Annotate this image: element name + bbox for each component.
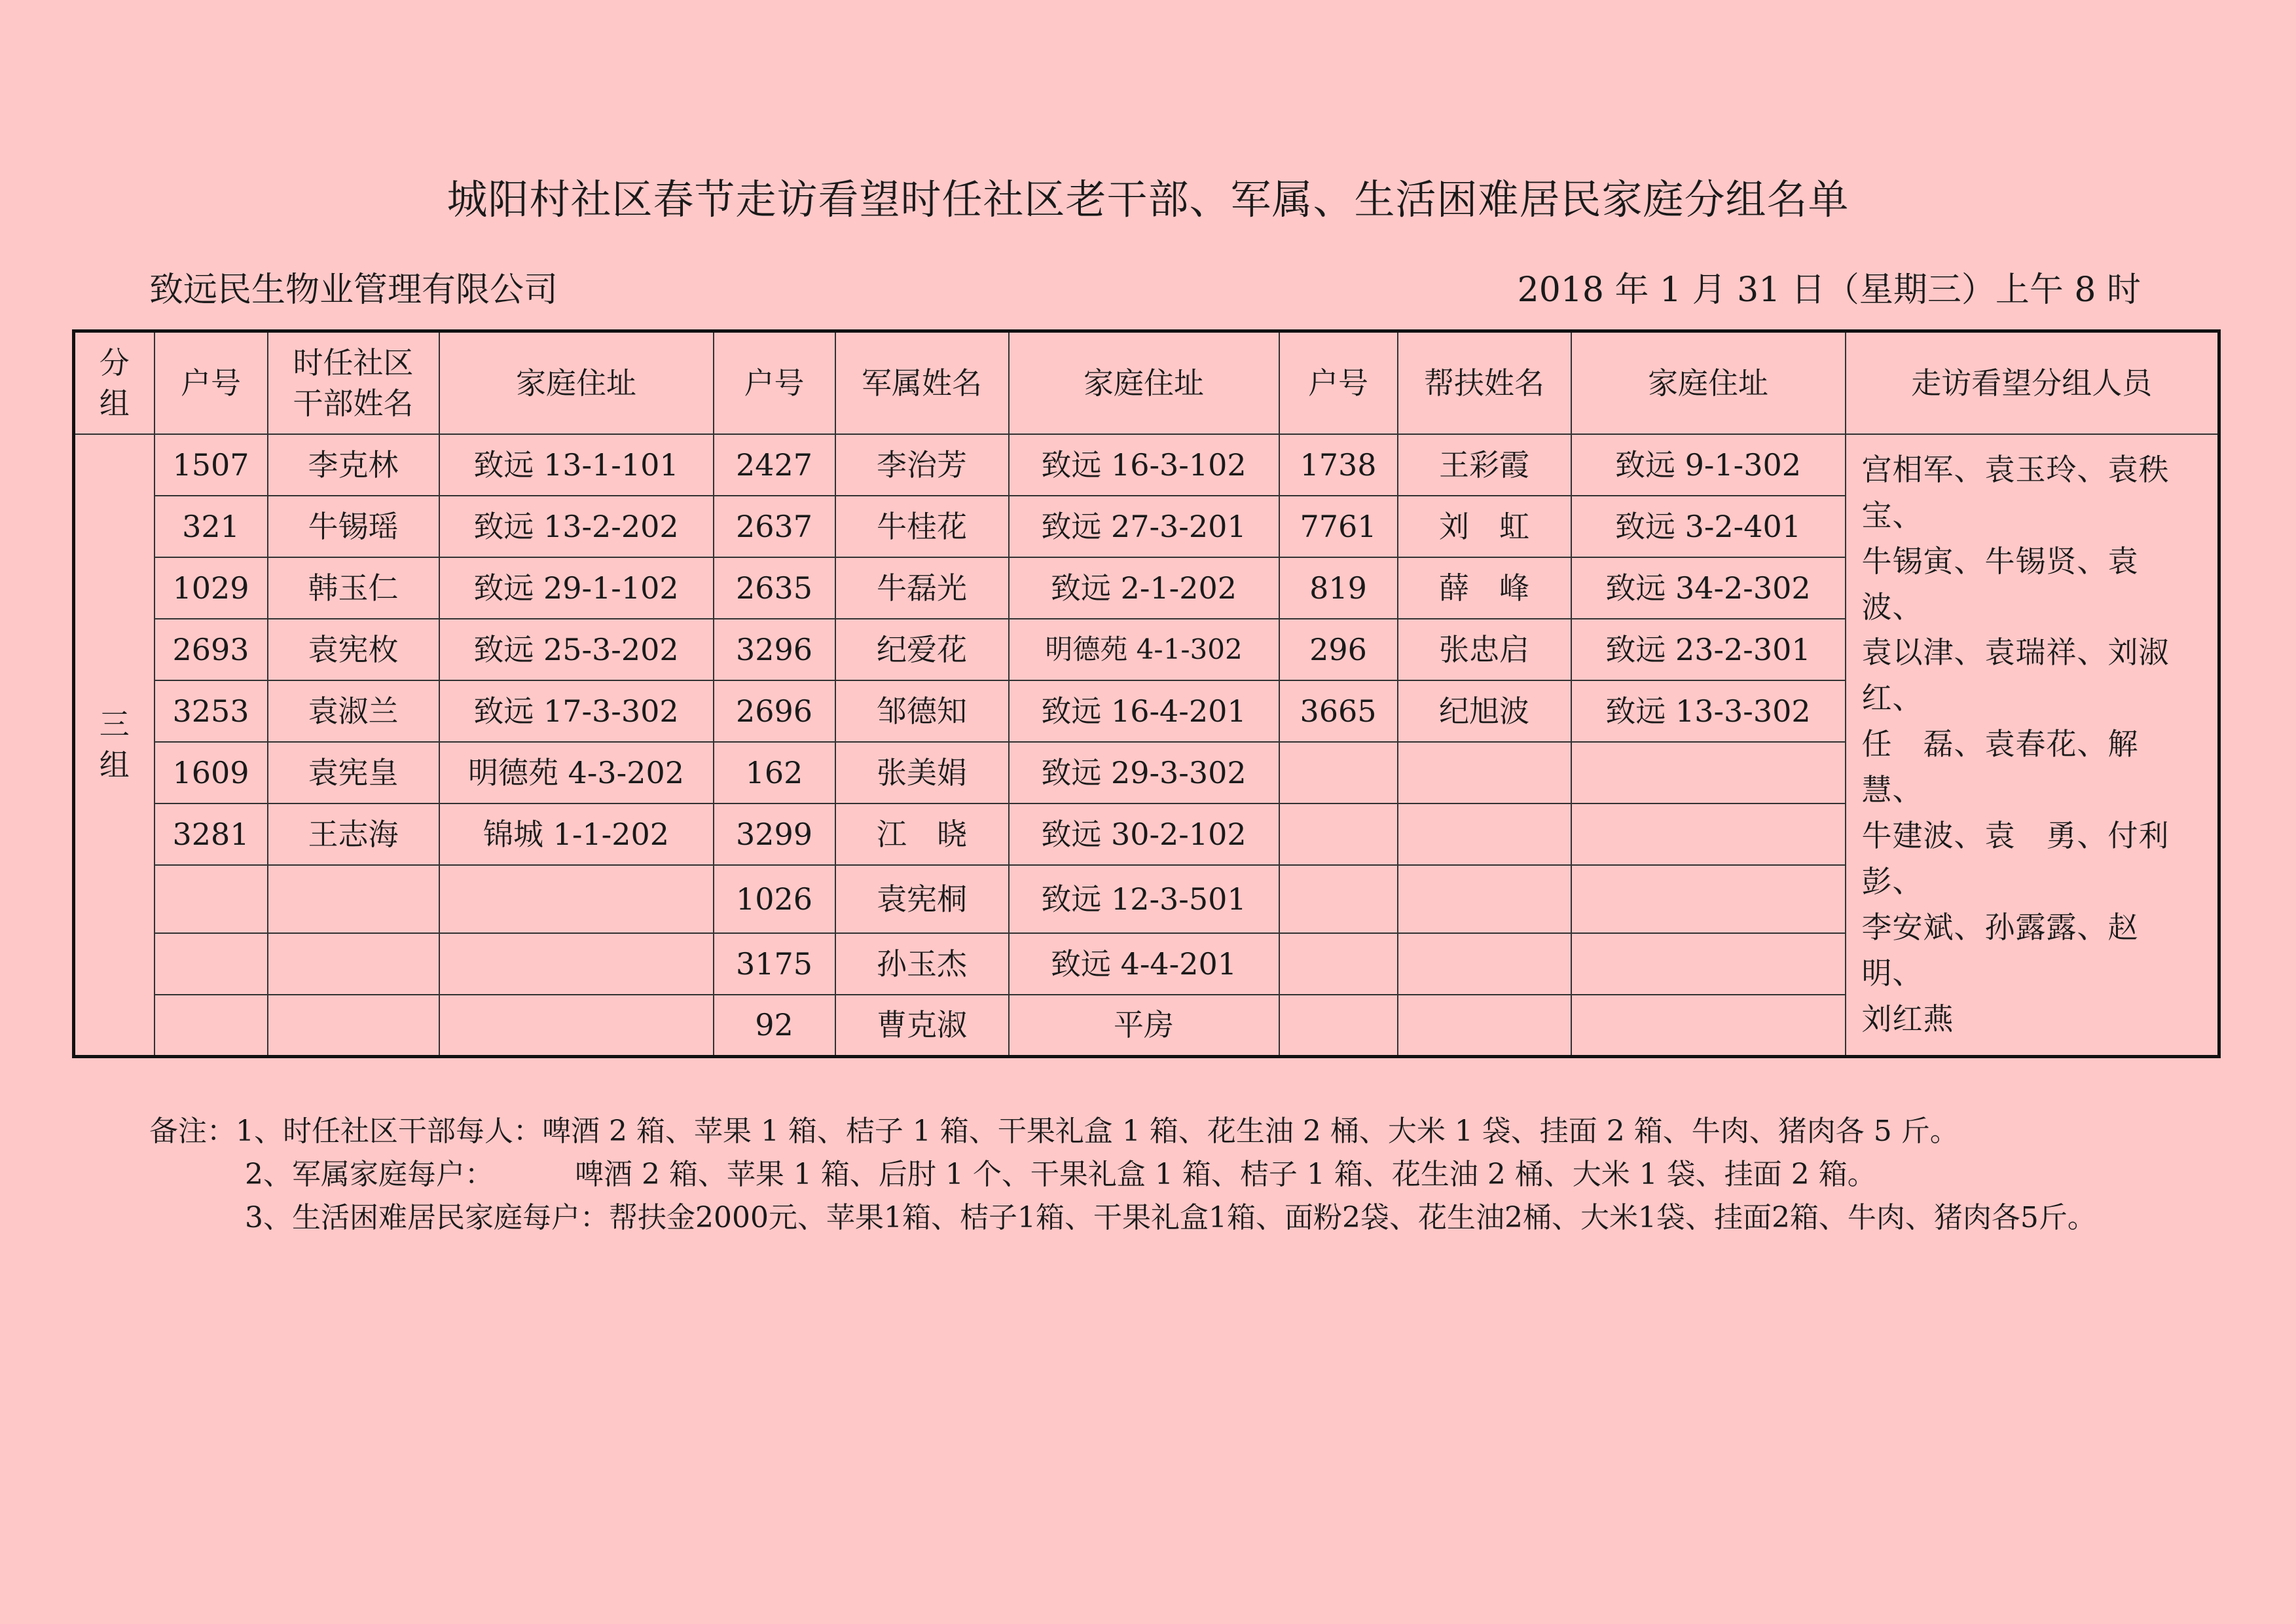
address-3-cell: 致远 9-1-302 <box>1571 434 1846 496</box>
aid-name-cell: 张忠启 <box>1398 619 1571 680</box>
header-group: 分 组 <box>74 331 155 435</box>
address-2-cell: 致远 12-3-501 <box>1009 865 1279 933</box>
address-2-cell: 致远 4-4-201 <box>1009 933 1279 995</box>
address-2-cell: 致远 27-3-201 <box>1009 496 1279 557</box>
company-name: 致远民生物业管理有限公司 <box>149 270 558 310</box>
address-3-cell: 致远 13-3-302 <box>1571 680 1846 742</box>
military-name-cell: 孙玉杰 <box>835 933 1009 995</box>
header-cadre-name: 时任社区 干部姓名 <box>268 331 439 435</box>
aid-name-cell: 纪旭波 <box>1398 680 1571 742</box>
visitors-line: 李安斌、孙露露、赵 明、 <box>1861 909 2170 991</box>
household-2-cell: 3175 <box>714 933 835 995</box>
military-name-cell: 邹德知 <box>835 680 1009 742</box>
cadre-name-cell: 韩玉仁 <box>268 557 439 619</box>
cadre-name-cell <box>268 865 439 933</box>
household-2-cell: 3299 <box>714 803 835 865</box>
aid-name-cell <box>1398 742 1571 803</box>
household-3-cell: 3665 <box>1279 680 1398 742</box>
visitors-line: 牛建波、袁 勇、付利彭、 <box>1861 818 2170 900</box>
header-visitors: 走访看望分组人员 <box>1846 331 2219 435</box>
military-name-cell: 牛磊光 <box>835 557 1009 619</box>
household-1-cell: 2693 <box>155 619 268 680</box>
visitors-cell <box>1846 434 2219 1056</box>
header-address-1: 家庭住址 <box>439 331 714 435</box>
group-cell: 三 组 <box>74 434 155 1056</box>
header-military-name: 军属姓名 <box>835 331 1009 435</box>
note-text: 帮扶金2000元、苹果1箱、桔子1箱、干果礼盒1箱、面粉2袋、花生油2桶、大米1袋、挂面2箱、牛肉、猪肉各5斤。 <box>609 1201 2096 1234</box>
notes-section <box>149 1110 2096 1240</box>
household-3-cell <box>1279 742 1398 803</box>
household-2-cell: 92 <box>714 995 835 1056</box>
cadre-name-cell <box>268 995 439 1056</box>
address-1-cell <box>439 865 714 933</box>
note-line-3 <box>149 1196 2096 1240</box>
address-3-cell <box>1571 803 1846 865</box>
address-3-cell <box>1571 742 1846 803</box>
household-2-cell: 2427 <box>714 434 835 496</box>
household-1-cell <box>155 995 268 1056</box>
note-label: 1、时任社区干部每人： <box>236 1115 542 1148</box>
cadre-name-cell: 袁淑兰 <box>268 680 439 742</box>
address-2-cell: 致远 16-4-201 <box>1009 680 1279 742</box>
address-2-cell: 致远 16-3-102 <box>1009 434 1279 496</box>
household-2-cell: 1026 <box>714 865 835 933</box>
household-1-cell: 3281 <box>155 803 268 865</box>
military-name-cell: 江 晓 <box>835 803 1009 865</box>
address-3-cell <box>1571 995 1846 1056</box>
household-3-cell <box>1279 995 1398 1056</box>
cadre-name-cell: 袁宪皇 <box>268 742 439 803</box>
table-row <box>74 434 2219 496</box>
household-3-cell: 7761 <box>1279 496 1398 557</box>
military-name-cell: 纪爱花 <box>835 619 1009 680</box>
household-2-cell: 2696 <box>714 680 835 742</box>
document-title: 城阳村社区春节走访看望时任社区老干部、军属、生活困难居民家庭分组名单 <box>446 175 1850 223</box>
document-datetime: 2018 年 1 月 31 日（星期三）上午 8 时 <box>1517 270 2141 310</box>
header-household-3: 户号 <box>1279 331 1398 435</box>
address-1-cell: 锦城 1-1-202 <box>439 803 714 865</box>
roster-table <box>72 329 2221 1058</box>
aid-name-cell <box>1398 865 1571 933</box>
household-3-cell: 296 <box>1279 619 1398 680</box>
household-2-cell: 2637 <box>714 496 835 557</box>
household-3-cell <box>1279 803 1398 865</box>
note-label: 3、生活困难居民家庭每户： <box>245 1201 609 1234</box>
cadre-name-cell: 袁宪枚 <box>268 619 439 680</box>
address-1-cell: 致远 13-2-202 <box>439 496 714 557</box>
cadre-name-cell: 牛锡瑶 <box>268 496 439 557</box>
household-1-cell <box>155 865 268 933</box>
aid-name-cell: 刘 虹 <box>1398 496 1571 557</box>
note-text: 啤酒 2 箱、苹果 1 箱、后肘 1 个、干果礼盒 1 箱、桔子 1 箱、花生油 2 桶、大米 1 袋、挂面 2 箱。 <box>575 1158 1876 1191</box>
address-1-cell: 致远 13-1-101 <box>439 434 714 496</box>
address-2-cell: 致远 2-1-202 <box>1009 557 1279 619</box>
household-3-cell <box>1279 865 1398 933</box>
military-name-cell: 袁宪桐 <box>835 865 1009 933</box>
visitors-line: 任 磊、袁春花、解 慧、 <box>1861 726 2170 808</box>
address-2-cell: 致远 30-2-102 <box>1009 803 1279 865</box>
table-header-row <box>74 331 2219 435</box>
note-line-2 <box>149 1153 2096 1196</box>
household-3-cell <box>1279 933 1398 995</box>
visitors-line: 宫相军、袁玉玲、袁秩宝、 <box>1861 451 2170 533</box>
household-1-cell: 3253 <box>155 680 268 742</box>
address-3-cell <box>1571 865 1846 933</box>
aid-name-cell <box>1398 995 1571 1056</box>
note-text: 啤酒 2 箱、苹果 1 箱、桔子 1 箱、干果礼盒 1 箱、花生油 2 桶、大米 1 袋、挂面 2 箱、牛肉、猪肉各 5 斤。 <box>542 1115 1959 1148</box>
address-1-cell <box>439 933 714 995</box>
household-2-cell: 2635 <box>714 557 835 619</box>
visitors-line: 刘红燕 <box>1861 1001 1954 1037</box>
aid-name-cell: 王彩霞 <box>1398 434 1571 496</box>
military-name-cell: 牛桂花 <box>835 496 1009 557</box>
household-3-cell: 1738 <box>1279 434 1398 496</box>
note-label: 2、军属家庭每户： <box>245 1158 494 1191</box>
address-3-cell: 致远 34-2-302 <box>1571 557 1846 619</box>
military-name-cell: 曹克淑 <box>835 995 1009 1056</box>
address-2-cell: 平房 <box>1009 995 1279 1056</box>
header-aid-name: 帮扶姓名 <box>1398 331 1571 435</box>
address-3-cell <box>1571 933 1846 995</box>
header-household-2: 户号 <box>714 331 835 435</box>
aid-name-cell <box>1398 933 1571 995</box>
header-address-2: 家庭住址 <box>1009 331 1279 435</box>
address-1-cell: 明德苑 4-3-202 <box>439 742 714 803</box>
notes-prefix: 备注： <box>149 1115 236 1148</box>
military-name-cell: 李治芳 <box>835 434 1009 496</box>
military-name-cell: 张美娟 <box>835 742 1009 803</box>
household-1-cell: 1029 <box>155 557 268 619</box>
household-1-cell <box>155 933 268 995</box>
header-household-1: 户号 <box>155 331 268 435</box>
address-1-cell <box>439 995 714 1056</box>
address-3-cell: 致远 23-2-301 <box>1571 619 1846 680</box>
address-1-cell: 致远 29-1-102 <box>439 557 714 619</box>
address-1-cell: 致远 17-3-302 <box>439 680 714 742</box>
household-3-cell: 819 <box>1279 557 1398 619</box>
aid-name-cell: 薛 峰 <box>1398 557 1571 619</box>
header-address-3: 家庭住址 <box>1571 331 1846 435</box>
household-1-cell: 321 <box>155 496 268 557</box>
household-1-cell: 1609 <box>155 742 268 803</box>
address-2-cell: 明德苑 4-1-302 <box>1009 619 1279 680</box>
visitors-line: 袁以津、袁瑞祥、刘淑红、 <box>1861 635 2170 716</box>
household-2-cell: 3296 <box>714 619 835 680</box>
cadre-name-cell: 王志海 <box>268 803 439 865</box>
address-2-cell: 致远 29-3-302 <box>1009 742 1279 803</box>
note-line-1 <box>149 1110 2096 1153</box>
visitors-line: 牛锡寅、牛锡贤、袁 波、 <box>1861 543 2170 625</box>
address-3-cell: 致远 3-2-401 <box>1571 496 1846 557</box>
household-1-cell: 1507 <box>155 434 268 496</box>
cadre-name-cell: 李克林 <box>268 434 439 496</box>
aid-name-cell <box>1398 803 1571 865</box>
household-2-cell: 162 <box>714 742 835 803</box>
cadre-name-cell <box>268 933 439 995</box>
address-1-cell: 致远 25-3-202 <box>439 619 714 680</box>
